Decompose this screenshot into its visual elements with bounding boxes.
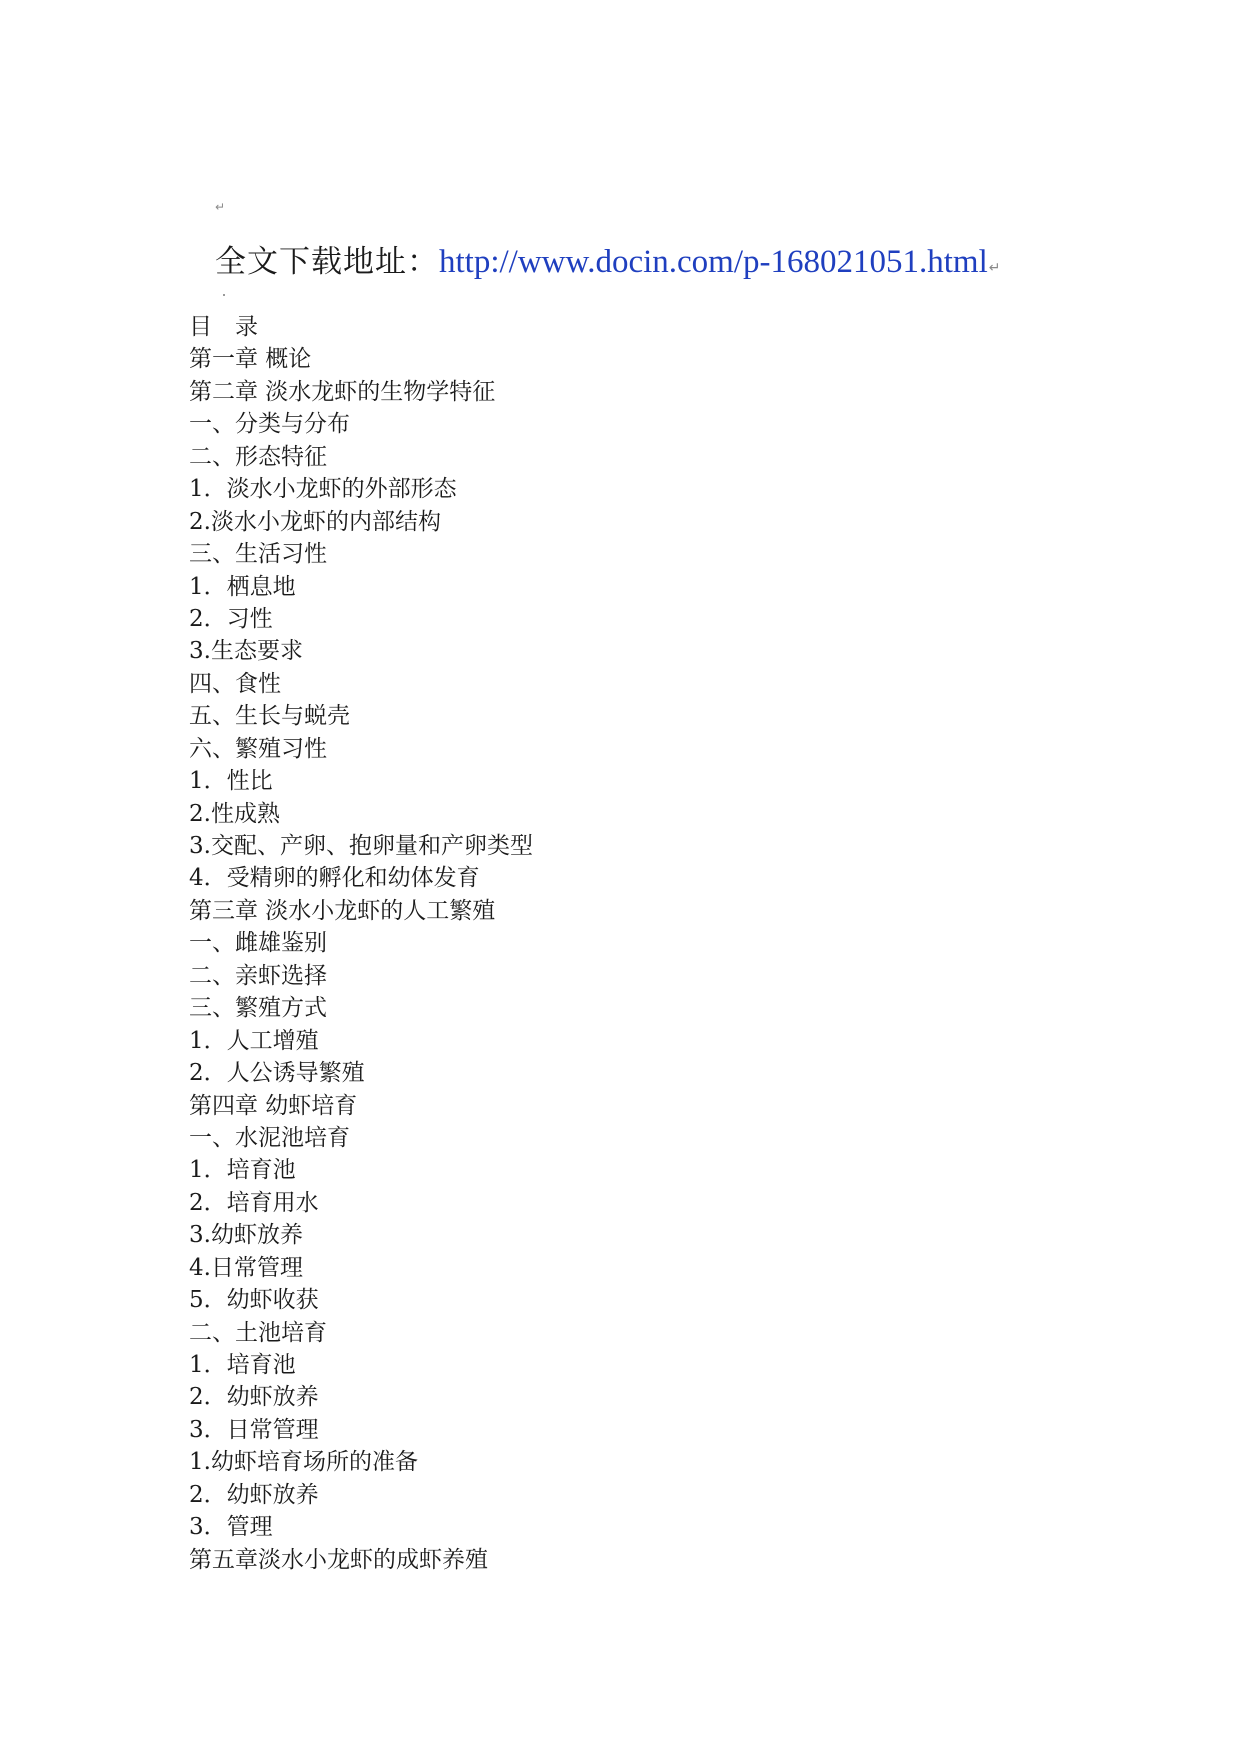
toc-entry: 第二章 淡水龙虾的生物学特征 bbox=[189, 378, 496, 405]
toc-entry: 5．幼虾收获 bbox=[189, 1287, 319, 1314]
toc-entry: 一、水泥池培育 bbox=[189, 1124, 350, 1151]
toc-entry: 三、繁殖方式 bbox=[189, 995, 327, 1022]
toc-entry: 二、土池培育 bbox=[189, 1319, 327, 1346]
toc-heading: 目 录 bbox=[189, 314, 258, 340]
paragraph-mark-icon: ↵ bbox=[988, 260, 1001, 276]
toc-entry: 二、亲虾选择 bbox=[189, 962, 327, 989]
table-of-contents bbox=[189, 311, 533, 1576]
paragraph-mark-icon: ↵ bbox=[215, 200, 226, 214]
toc-entry: 二、形态特征 bbox=[189, 443, 327, 470]
toc-entry: 2．培育用水 bbox=[189, 1189, 319, 1216]
download-line bbox=[215, 236, 1000, 280]
paragraph-dot bbox=[223, 294, 225, 296]
toc-entry: 3．日常管理 bbox=[189, 1416, 319, 1443]
toc-entry: 2．幼虾放养 bbox=[189, 1481, 319, 1508]
toc-entry: 第五章淡水小龙虾的成虾养殖 bbox=[189, 1546, 488, 1573]
toc-entry: 2.淡水小龙虾的内部结构 bbox=[189, 508, 441, 535]
toc-entry: 第三章 淡水小龙虾的人工繁殖 bbox=[189, 897, 496, 924]
toc-entry: 4.日常管理 bbox=[189, 1254, 303, 1281]
toc-entry: 3．管理 bbox=[189, 1514, 273, 1541]
toc-entry: 2．习性 bbox=[189, 605, 273, 632]
toc-entry: 第一章 概论 bbox=[189, 346, 312, 373]
toc-entry: 4．受精卵的孵化和幼体发育 bbox=[189, 865, 480, 892]
toc-entry: 第四章 幼虾培育 bbox=[189, 1092, 358, 1119]
download-label: 全文下载地址： bbox=[215, 244, 439, 280]
toc-entry: 1．栖息地 bbox=[189, 573, 296, 600]
toc-entry: 2．幼虾放养 bbox=[189, 1384, 319, 1411]
download-link[interactable]: http://www.docin.com/p-168021051.html bbox=[439, 244, 988, 280]
toc-entry: 一、分类与分布 bbox=[189, 411, 350, 438]
toc-entry: 1．培育池 bbox=[189, 1157, 296, 1184]
toc-entry: 1．培育池 bbox=[189, 1352, 296, 1378]
toc-entry: 三、生活习性 bbox=[189, 541, 327, 568]
toc-entry: 1．淡水小龙虾的外部形态 bbox=[189, 476, 457, 503]
toc-entry: 3.幼虾放养 bbox=[189, 1222, 303, 1249]
toc-entry: 五、生长与蜕壳 bbox=[189, 703, 350, 730]
toc-entry: 2.性成熟 bbox=[189, 800, 280, 827]
toc-entry: 四、食性 bbox=[189, 670, 281, 697]
toc-entry: 1.幼虾培育场所的准备 bbox=[189, 1449, 418, 1476]
toc-entry: 1．性比 bbox=[189, 768, 273, 795]
toc-entry: 六、繁殖习性 bbox=[189, 735, 327, 762]
toc-entry: 2．人公诱导繁殖 bbox=[189, 1060, 365, 1087]
toc-entry: 3.交配、产卵、抱卵量和产卵类型 bbox=[189, 833, 533, 859]
toc-entry: 一、雌雄鉴别 bbox=[189, 930, 327, 957]
toc-entry: 1．人工增殖 bbox=[189, 1027, 319, 1054]
toc-entry: 3.生态要求 bbox=[189, 638, 303, 665]
